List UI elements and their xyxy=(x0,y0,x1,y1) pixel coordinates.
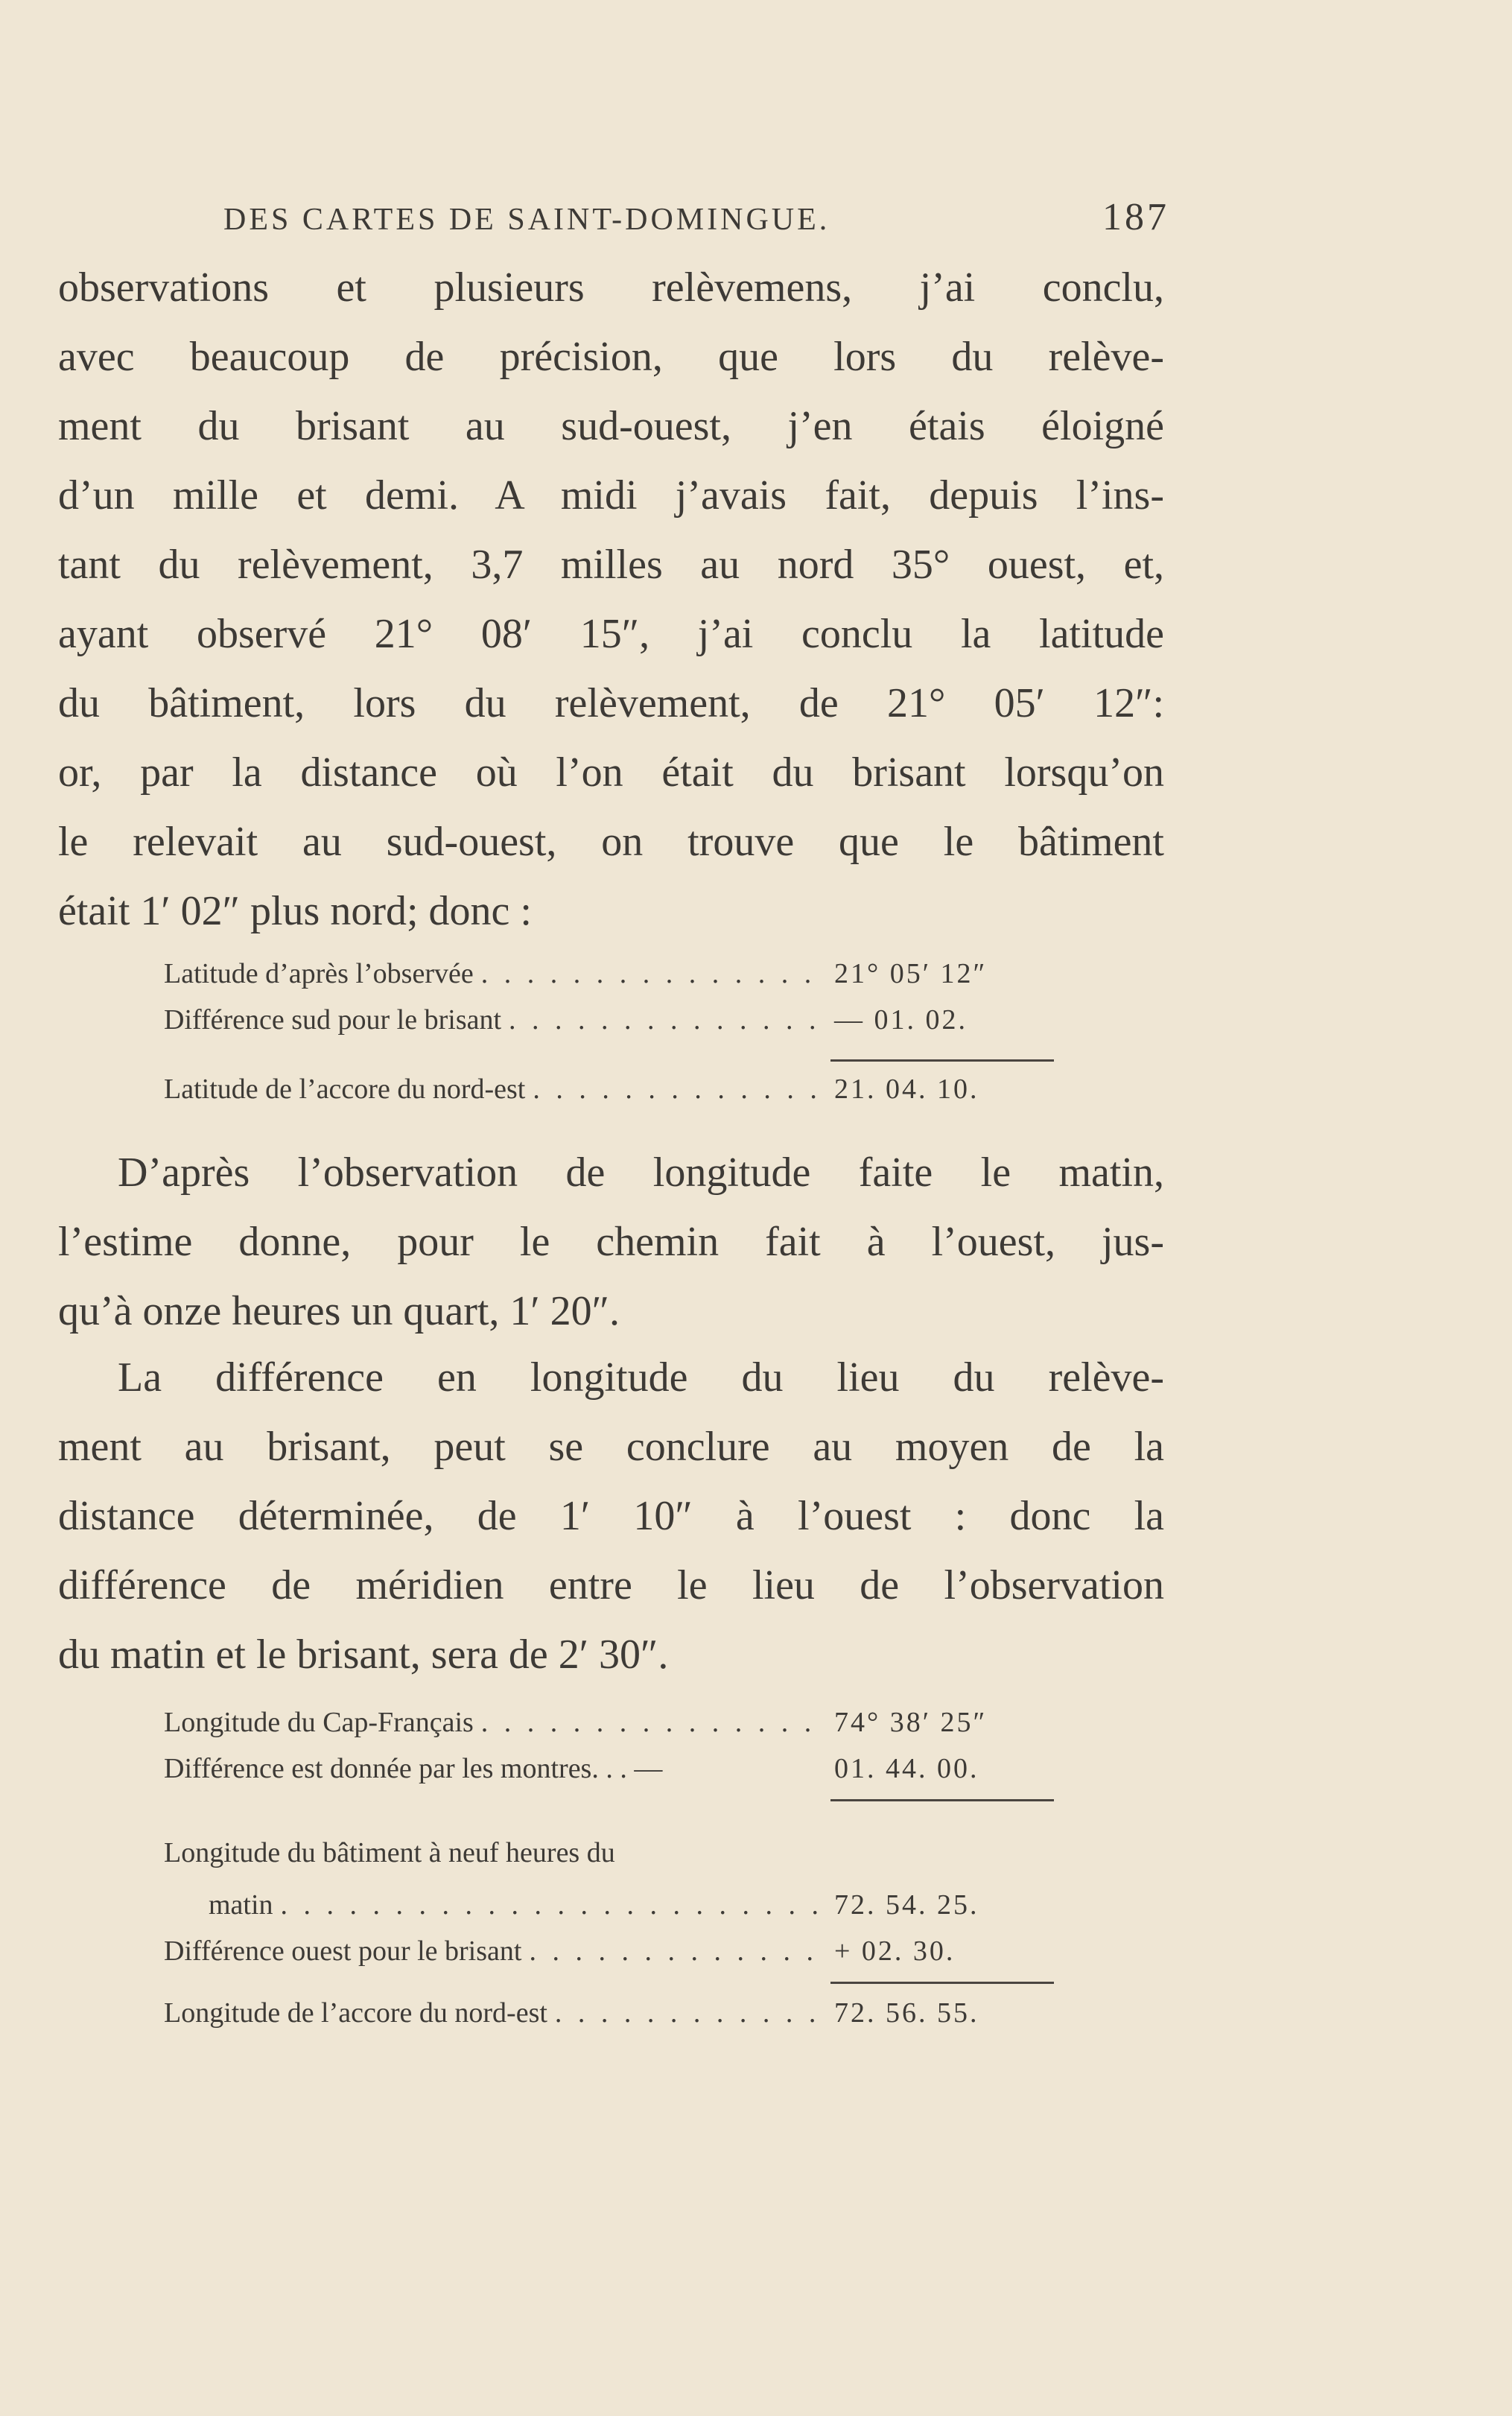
row-label: Différence sud pour le brisant xyxy=(164,1004,502,1036)
row-label: Différence est donnée par les montres. . . — xyxy=(164,1753,663,1784)
table-row xyxy=(164,1997,1050,2041)
text-line: le relevait au sud-ouest, on trouve que le bâtiment xyxy=(58,819,1164,865)
row-label: Longitude de l’accore du nord-est xyxy=(164,1997,547,2029)
text-line: ment au brisant, peut se conclure au moyen de la xyxy=(58,1424,1164,1470)
leader-dots xyxy=(281,1889,827,1921)
paragraph-1 xyxy=(58,253,1164,946)
table-row xyxy=(164,1889,1050,1933)
row-value: 74° 38′ 25″ xyxy=(834,1707,988,1738)
sum-rule xyxy=(830,1982,1054,1984)
table-row xyxy=(164,1752,1050,1797)
page-number: 187 xyxy=(1102,196,1169,238)
table-row xyxy=(164,1073,1050,1117)
text-line: ment du brisant au sud-ouest, j’en étais éloigné xyxy=(58,403,1164,449)
text-line: différence de méridien entre le lieu de l’observation xyxy=(58,1562,1164,1608)
row-value: 01. 44. 00. xyxy=(834,1753,979,1784)
table-row xyxy=(164,1004,1050,1048)
row-label: Longitude du Cap-Français xyxy=(164,1707,474,1738)
text-line: du matin et le brisant, sera de 2′ 30″. xyxy=(58,1632,669,1678)
text-line: ayant observé 21° 08′ 15″, j’ai conclu la latitude xyxy=(58,611,1164,657)
page-header xyxy=(223,195,1169,247)
row-value: — 01. 02. xyxy=(834,1004,968,1036)
text-line: l’estime donne, pour le chemin fait à l’ouest, jus- xyxy=(58,1219,1164,1265)
text-line: d’un mille et demi. A midi j’avais fait, depuis l’ins- xyxy=(58,472,1164,519)
running-head: DES CARTES DE SAINT-DOMINGUE. xyxy=(223,203,830,237)
row-value: + 02. 30. xyxy=(834,1935,956,1967)
row-value: 72. 54. 25. xyxy=(834,1889,979,1921)
text-line: or, par la distance où l’on était du brisant lorsqu’on xyxy=(58,749,1164,796)
text-line: observations et plusieurs relèvemens, j’ai conclu, xyxy=(58,264,1164,311)
sum-rule xyxy=(830,1799,1054,1801)
row-label: Longitude du bâtiment à neuf heures du xyxy=(164,1837,615,1868)
paragraph-2 xyxy=(58,1138,1164,1346)
row-value: 72. 56. 55. xyxy=(834,1997,979,2029)
row-value: 21° 05′ 12″ xyxy=(834,958,988,989)
text-line: était 1′ 02″ plus nord; donc : xyxy=(58,888,532,934)
text-line: tant du relèvement, 3,7 milles au nord 35° ouest, et, xyxy=(58,542,1164,588)
table-row xyxy=(164,1706,1050,1751)
row-label: matin xyxy=(209,1889,273,1921)
row-label: Latitude de l’accore du nord-est xyxy=(164,1074,526,1105)
leader-dots xyxy=(509,1004,827,1036)
text-line: D’après l’observation de longitude faite le matin, xyxy=(118,1150,1164,1196)
paragraph-3 xyxy=(58,1343,1164,1690)
leader-dots xyxy=(481,1706,827,1739)
leader-dots xyxy=(555,1997,827,2029)
table-row xyxy=(164,957,1050,1002)
row-label: Latitude d’après l’observée xyxy=(164,958,474,989)
table-row xyxy=(164,1935,1050,1979)
text-line: du bâtiment, lors du relèvement, de 21° 05′ 12″: xyxy=(58,680,1164,726)
text-line: qu’à onze heures un quart, 1′ 20″. xyxy=(58,1288,620,1334)
leader-dots xyxy=(481,957,827,990)
row-label: Différence ouest pour le brisant xyxy=(164,1935,522,1967)
text-line: La différence en longitude du lieu du relève- xyxy=(118,1354,1164,1401)
sum-rule xyxy=(830,1059,1054,1062)
leader-dots xyxy=(529,1935,827,1968)
text-line: avec beaucoup de précision, que lors du relève- xyxy=(58,334,1164,380)
table-row xyxy=(164,1836,1050,1881)
leader-dots xyxy=(533,1073,827,1106)
row-value: 21. 04. 10. xyxy=(834,1074,979,1105)
text-line: distance déterminée, de 1′ 10″ à l’ouest : donc la xyxy=(58,1493,1164,1539)
